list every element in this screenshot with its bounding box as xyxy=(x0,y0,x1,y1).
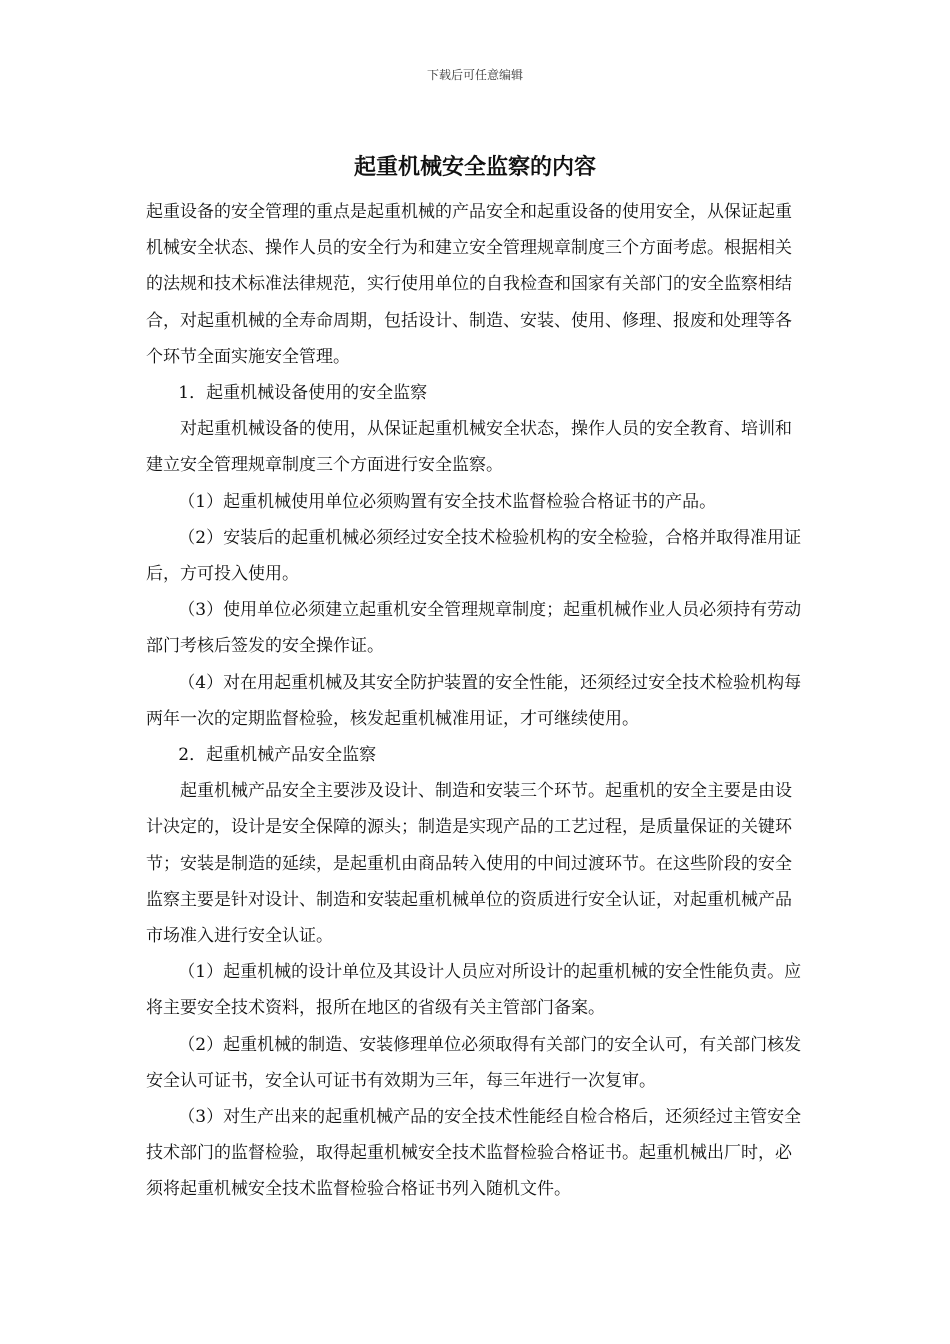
section-1-heading: 1．起重机械设备使用的安全监察 xyxy=(178,383,428,404)
document-body xyxy=(146,194,806,1208)
section-2-body: 起重机械产品安全主要涉及设计、制造和安装三个环节。起重机的安全主要是由设计决定的，设计是安全保障的源头；制造是实现产品的工艺过程，是质量保证的关键环节；安装是制造的延续，是起重机由商品转入使用的中间过渡环节。在这些阶段的安全监察主要是针对设计、制造和安装起重机械单位的资质进行安全认证，对起重机械产品市场准入进行安全认证。 xyxy=(146,781,792,947)
section-1-body: 对起重机械设备的使用，从保证起重机械安全状态，操作人员的安全教育、培训和建立安全管理规章制度三个方面进行安全监察。 xyxy=(146,419,792,476)
document-title: 起重机械安全监察的内容 xyxy=(353,155,596,180)
intro-paragraph: 起重设备的安全管理的重点是起重机械的产品安全和起重设备的使用安全，从保证起重机械安全状态、操作人员的安全行为和建立安全管理规章制度三个方面考虑。根据相关的法规和技术标准法律规范，实行使用单位的自我检查和国家有关部门的安全监察相结合，对起重机械的全寿命周期，包括设计、制造、安装、使用、修理、报废和处理等各个环节全面实施安全管理。 xyxy=(146,202,792,367)
header-note: 下载后可任意编辑 xyxy=(426,68,523,82)
section-1-item-3: （3）使用单位必须建立起重机安全管理规章制度；起重机械作业人员必须持有劳动部门考核后签发的安全操作证。 xyxy=(146,600,802,657)
section-2-heading: 2．起重机械产品安全监察 xyxy=(178,745,377,766)
section-1-item-2: （2）安装后的起重机械必须经过安全技术检验机构的安全检验，合格并取得准用证后，方可投入使用。 xyxy=(146,527,802,585)
section-1-item-1: （1）起重机械使用单位必须购置有安全技术监督检验合格证书的产品。 xyxy=(178,491,717,512)
section-1-item-4: （4）对在用起重机械及其安全防护装置的安全性能，还须经过安全技术检验机构每两年一次的定期监督检验，核发起重机械准用证，才可继续使用。 xyxy=(146,672,802,729)
section-2-item-3: （3）对生产出来的起重机械产品的安全技术性能经自检合格后，还须经过主管安全技术部门的监督检验，取得起重机械安全技术监督检验合格证书。起重机械出厂时，必须将起重机械安全技术监督检验合格证书列入随机文件。 xyxy=(146,1107,802,1200)
section-2-item-1: （1）起重机械的设计单位及其设计人员应对所设计的起重机械的安全性能负责。应将主要安全技术资料，报所在地区的省级有关主管部门备案。 xyxy=(146,962,802,1019)
section-2-item-2: （2）起重机械的制造、安装修理单位必须取得有关部门的安全认可，有关部门核发安全认可证书，安全认可证书有效期为三年，每三年进行一次复审。 xyxy=(146,1034,802,1091)
